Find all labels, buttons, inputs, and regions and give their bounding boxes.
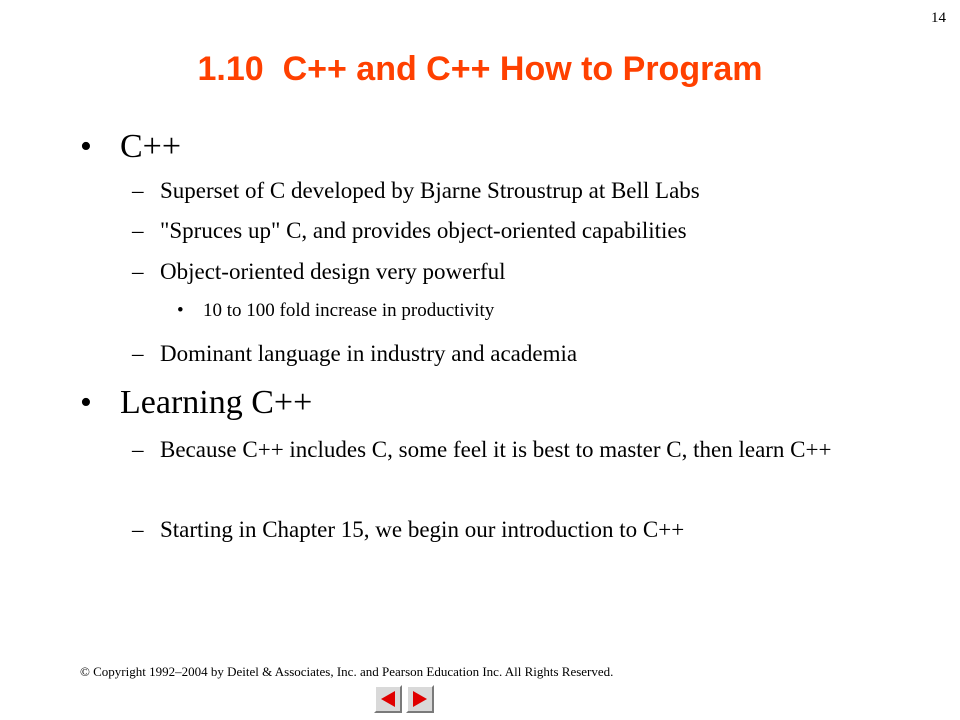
page-number: 14 [931, 10, 946, 26]
bullet-text: Learning C++ [120, 384, 313, 421]
bullet-dot: • [80, 384, 92, 421]
sub-bullet-text: Starting in Chapter 15, we begin our introduction to C++ [160, 517, 685, 542]
dash-marker: – [132, 178, 144, 203]
sub-bullet-text: Dominant language in industry and academia [160, 341, 578, 366]
slide-title: 1.10 C++ and C++ How to Program [197, 50, 763, 88]
nav-buttons [374, 685, 434, 713]
dash-marker: – [132, 437, 144, 462]
bullet-dot: • [80, 128, 92, 165]
left-arrow-icon [381, 691, 395, 707]
sub-sub-bullet-text: 10 to 100 fold increase in productivity [203, 300, 495, 321]
dash-marker: – [132, 517, 144, 542]
sub-bullet-text: Object-oriented design very powerful [160, 259, 506, 284]
dash-marker: – [132, 259, 144, 284]
sub-bullet-text: Superset of C developed by Bjarne Stroustrup at Bell Labs [160, 178, 700, 203]
bullet-dot: • [177, 300, 184, 321]
next-slide-button[interactable] [406, 685, 434, 713]
bullet-text: C++ [120, 128, 182, 165]
sub-bullet-text: "Spruces up" C, and provides object-oriented capabilities [160, 218, 687, 243]
sub-bullet-text: Because C++ includes C, some feel it is best to master C, then learn C++ [160, 437, 832, 462]
copyright-notice: © Copyright 1992–2004 by Deitel & Associates, Inc. and Pearson Education Inc. All Rights Reserved. [80, 664, 614, 679]
right-arrow-icon [413, 691, 427, 707]
dash-marker: – [132, 341, 144, 366]
dash-marker: – [132, 218, 144, 243]
previous-slide-button[interactable] [374, 685, 402, 713]
